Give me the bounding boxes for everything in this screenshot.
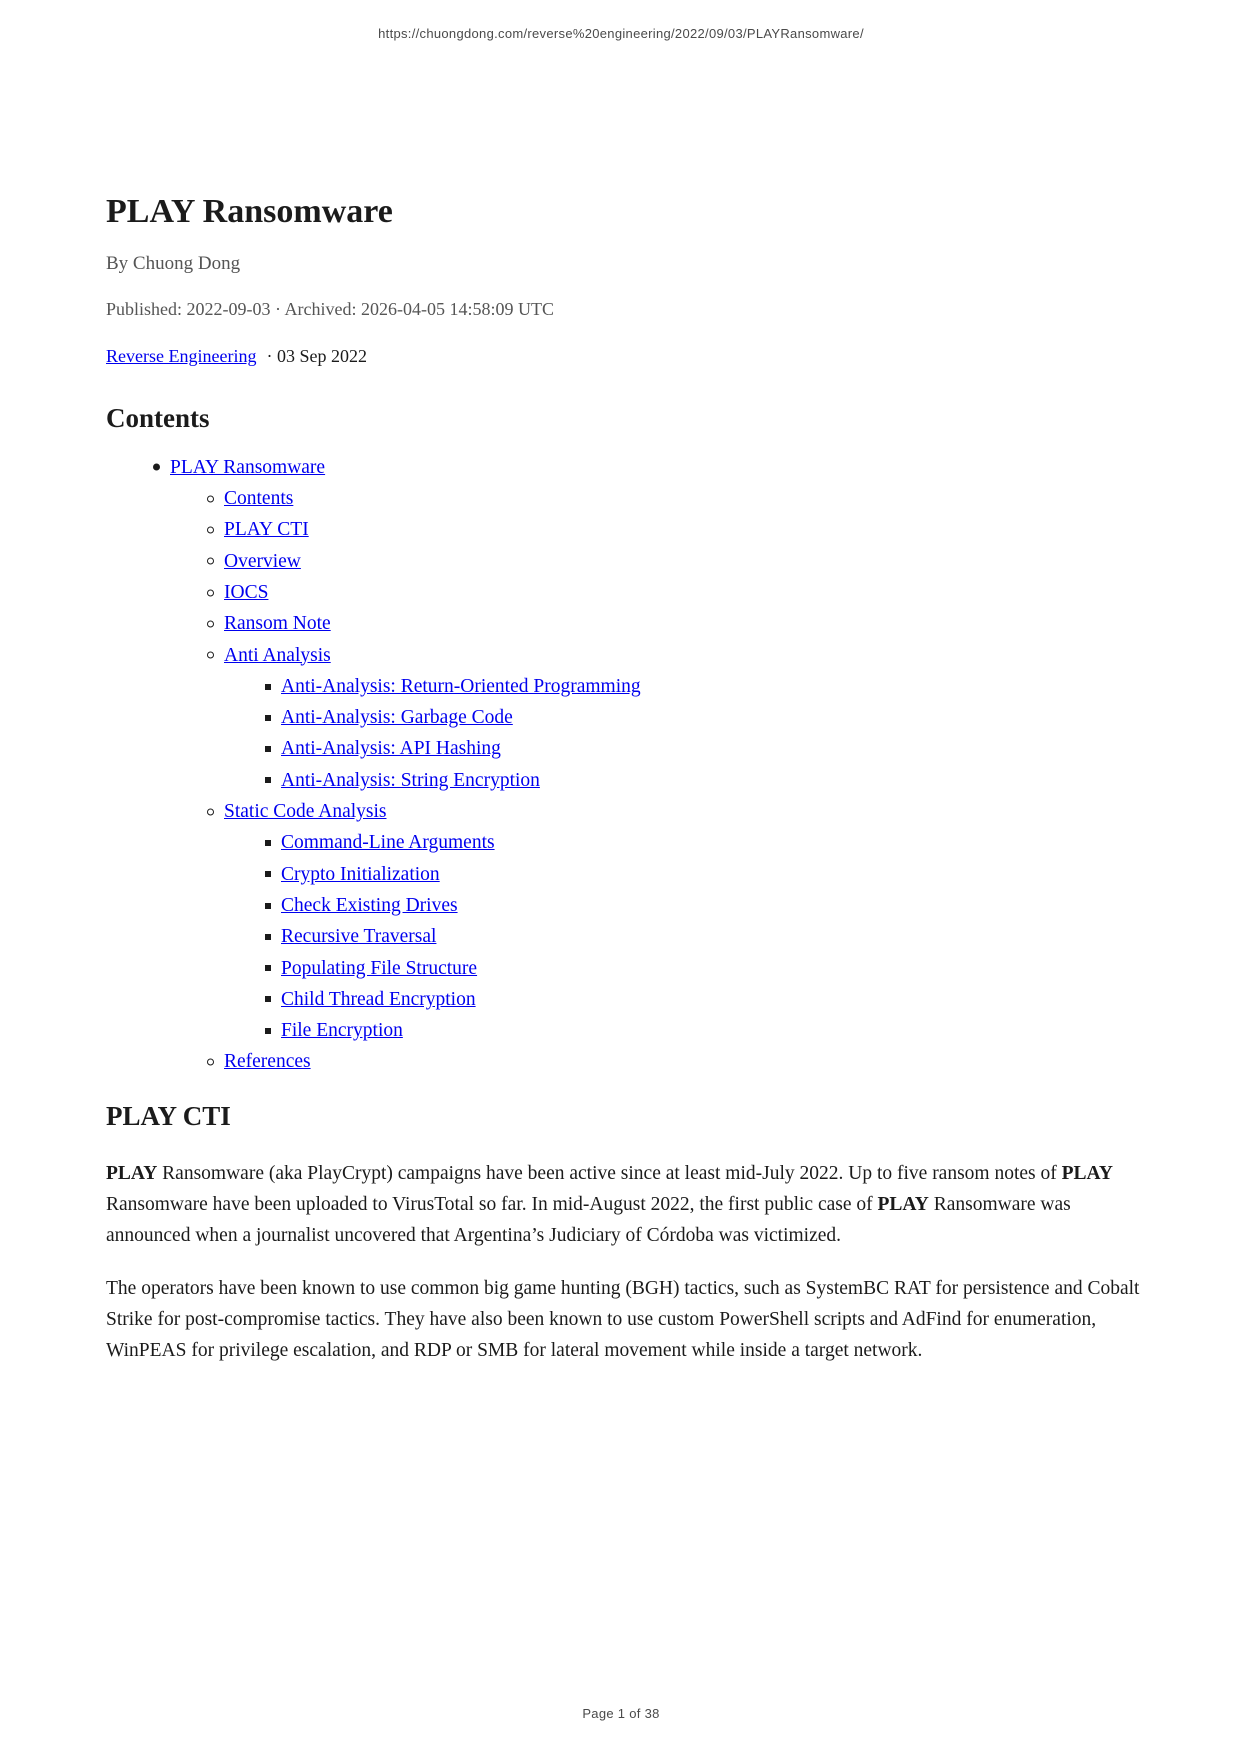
bullet-icon: [265, 965, 271, 971]
text-run: Ransomware (aka PlayCrypt) campaigns have been active since at least mid-July 2022. Up to five ransom notes of: [157, 1162, 1062, 1184]
toc-item: [106, 452, 1142, 483]
bullet-icon: [265, 996, 271, 1002]
toc-item: [106, 796, 1142, 827]
bullet-icon: [265, 934, 271, 940]
section: [106, 1100, 1142, 1367]
bold-text-run: PLAY: [877, 1194, 929, 1216]
byline: By Chuong Dong: [106, 252, 241, 274]
bullet-icon: [265, 1028, 271, 1034]
toc-link[interactable]: Anti Analysis: [224, 644, 331, 666]
toc-item: [106, 984, 1142, 1015]
toc-link[interactable]: Check Existing Drives: [281, 894, 458, 916]
paragraph: [106, 1158, 1142, 1252]
paragraph: [106, 1273, 1142, 1367]
toc-item: [106, 483, 1142, 514]
print-footer-page-number: Page 1 of 38: [582, 1706, 660, 1721]
toc-link[interactable]: Overview: [224, 550, 301, 572]
bullet-icon: [265, 871, 271, 877]
toc-link[interactable]: IOCS: [224, 581, 269, 603]
article-page: [106, 192, 1142, 1367]
bullet-icon: [265, 684, 271, 690]
toc-link[interactable]: Contents: [224, 488, 294, 510]
toc-link[interactable]: Anti-Analysis: Return-Oriented Programming: [281, 675, 641, 697]
table-of-contents: [106, 452, 1142, 1078]
toc-link[interactable]: Anti-Analysis: Garbage Code: [281, 707, 513, 729]
toc-item: [106, 577, 1142, 608]
toc-item: [106, 921, 1142, 952]
toc-item: [106, 1015, 1142, 1046]
toc-link[interactable]: Static Code Analysis: [224, 801, 387, 823]
bullet-icon: [265, 715, 271, 721]
bullet-icon: [207, 527, 214, 534]
bullet-icon: [265, 746, 271, 752]
category-line: [106, 345, 1142, 368]
bullet-icon: [207, 620, 214, 627]
bullet-icon: [207, 589, 214, 596]
text-run: Ransomware was announced when a journalist uncovered that Argentina’s Judiciary of Córdoba was victimized.: [106, 1194, 1071, 1247]
bullet-icon: [265, 903, 271, 909]
bold-text-run: PLAY: [106, 1162, 158, 1184]
toc-link[interactable]: PLAY CTI: [224, 519, 309, 541]
toc-item: [106, 733, 1142, 764]
toc-link[interactable]: Anti-Analysis: API Hashing: [281, 738, 501, 760]
toc-item: [106, 827, 1142, 858]
bullet-icon: [265, 777, 271, 783]
category-link[interactable]: Reverse Engineering: [106, 345, 257, 366]
toc-link[interactable]: Child Thread Encryption: [281, 988, 476, 1010]
bullet-icon: [153, 464, 160, 471]
article-sections: [106, 1100, 1142, 1367]
toc-link[interactable]: Recursive Traversal: [281, 926, 437, 948]
toc-item: [106, 640, 1142, 671]
toc-link[interactable]: File Encryption: [281, 1020, 403, 1042]
toc-item: [106, 671, 1142, 702]
toc-item: [106, 546, 1142, 577]
toc-link[interactable]: PLAY Ransomware: [170, 456, 326, 478]
toc-item: [106, 859, 1142, 890]
toc-item: [106, 514, 1142, 545]
toc-item: [106, 1046, 1142, 1077]
category-date: · 03 Sep 2022: [266, 345, 367, 366]
toc-item: [106, 765, 1142, 796]
print-header-url: https://chuongdong.com/reverse%20engineering/2022/09/03/PLAYRansomware/: [378, 26, 864, 41]
toc-link[interactable]: Anti-Analysis: String Encryption: [281, 769, 540, 791]
bullet-icon: [207, 558, 214, 565]
toc-item: [106, 953, 1142, 984]
toc-link[interactable]: References: [224, 1051, 311, 1073]
bullet-icon: [207, 652, 214, 659]
published-info: Published: 2022-09-03 · Archived: 2026-04-05 14:58:09 UTC: [106, 298, 554, 319]
toc-item: [106, 890, 1142, 921]
bullet-icon: [207, 495, 214, 502]
toc-link[interactable]: Crypto Initialization: [281, 863, 440, 885]
toc-link[interactable]: Ransom Note: [224, 613, 331, 635]
toc-item: [106, 608, 1142, 639]
bullet-icon: [265, 840, 271, 846]
toc-link[interactable]: Populating File Structure: [281, 957, 478, 979]
text-run: The operators have been known to use common big game hunting (BGH) tactics, such as SystemBC RAT for persistence and Cobalt Strike for post-compromise tactics. They have also been known to use custom PowerShell scripts and AdFind for enumeration, WinPEAS for privilege escalation, and RDP or SMB for lateral movement while inside a target network.: [106, 1277, 1140, 1362]
toc-item: [106, 702, 1142, 733]
bullet-icon: [207, 1059, 214, 1066]
bullet-icon: [207, 808, 214, 815]
toc-link[interactable]: Command-Line Arguments: [281, 832, 495, 854]
bold-text-run: PLAY: [1061, 1162, 1113, 1184]
text-run: Ransomware have been uploaded to VirusTotal so far. In mid-August 2022, the first public case of: [106, 1194, 878, 1216]
page-title: PLAY Ransomware: [106, 193, 393, 230]
section-heading: PLAY CTI: [106, 1100, 231, 1131]
contents-heading: Contents: [106, 402, 210, 433]
